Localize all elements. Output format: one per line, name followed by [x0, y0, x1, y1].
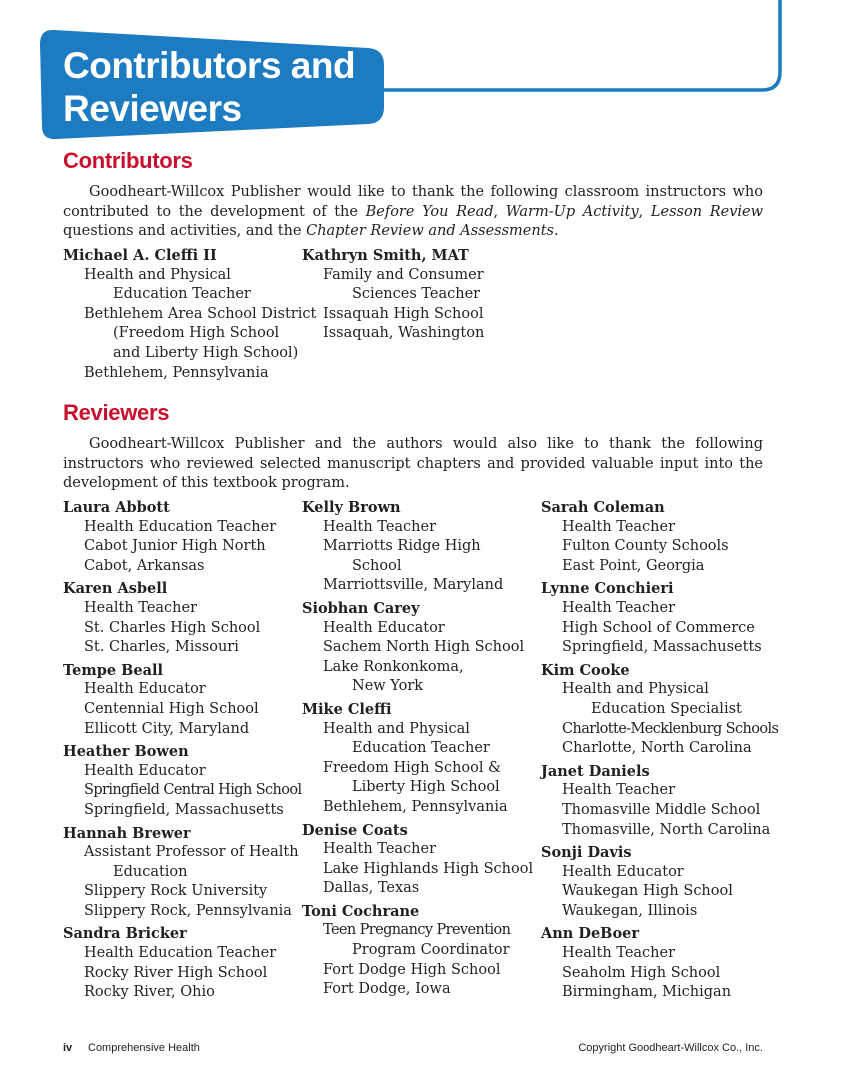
person-entry: [63, 924, 299, 1002]
person-detail-line: Health Educator: [323, 619, 445, 636]
person-detail-line: Program Coordinator: [352, 942, 510, 959]
person-name: Sarah Coleman: [541, 499, 665, 516]
person-detail-line: Health Teacher: [562, 599, 676, 616]
person-entry: [541, 843, 777, 921]
person-entry: [63, 824, 299, 922]
person-entry: [302, 902, 538, 1000]
person-detail-line: Teen Pregnancy Prevention: [323, 922, 511, 939]
person-entry: [541, 498, 777, 576]
page-footer: [63, 1042, 763, 1058]
person-detail-line: Seaholm High School: [562, 964, 721, 981]
person-detail-line: Education Teacher: [113, 286, 251, 303]
person-name: Siobhan Carey: [302, 599, 420, 617]
person-detail-line: Charlotte, North Carolina: [562, 740, 752, 757]
person-entry: [541, 579, 777, 657]
person-detail-line: Education Specialist: [591, 700, 742, 717]
person-detail-line: Health and Physical: [562, 681, 709, 698]
person-entry: [63, 742, 302, 820]
person-detail-line: Sciences Teacher: [352, 286, 481, 303]
person-detail-line: School: [352, 557, 402, 574]
person-detail-line: Birmingham, Michigan: [562, 984, 732, 1001]
person-detail-line: Bethlehem, Pennsylvania: [323, 798, 508, 815]
contributor-column-2: [302, 246, 538, 347]
person-detail-line: Bethlehem Area School District: [84, 305, 317, 322]
person-detail-line: Dallas, Texas: [323, 880, 420, 897]
person-entry: [302, 246, 538, 344]
person-detail-line: Health Teacher: [323, 518, 437, 535]
person-detail-line: Health Educator: [84, 681, 206, 698]
person-name: Kim Cooke: [541, 661, 630, 679]
person-detail-line: Health Teacher: [562, 782, 676, 799]
person-detail-line: Issaquah High School: [323, 305, 484, 322]
person-detail-line: (Freedom High School: [113, 325, 280, 342]
person-detail-line: Centennial High School: [84, 700, 259, 717]
person-detail-line: Health Education Teacher: [84, 518, 277, 535]
person-detail-line: Waukegan High School: [562, 883, 733, 900]
person-detail-line: Health Educator: [84, 762, 206, 779]
person-name: Kelly Brown: [302, 499, 401, 516]
person-detail-line: East Point, Georgia: [562, 557, 705, 574]
person-entry: [302, 599, 538, 697]
contributors-heading: Contributors: [63, 148, 193, 173]
person-detail-line: Marriotts Ridge High: [323, 538, 481, 555]
person-detail-line: Cabot, Arkansas: [84, 557, 205, 574]
person-detail-line: Springfield Central High School: [84, 782, 302, 799]
person-detail-line: Marriottsville, Maryland: [323, 577, 504, 594]
copyright: Copyright Goodheart-Willcox Co., Inc.: [578, 1042, 763, 1054]
person-detail-line: Health Teacher: [562, 945, 676, 962]
person-name: Laura Abbott: [63, 499, 170, 516]
page-title: Contributors and Reviewers: [63, 45, 356, 129]
person-detail-line: Fort Dodge High School: [323, 961, 501, 978]
person-detail-line: Thomasville, North Carolina: [562, 821, 771, 838]
person-detail-line: Health and Physical: [84, 266, 231, 283]
person-entry: [541, 762, 777, 840]
person-detail-line: Liberty High School: [352, 779, 500, 796]
person-detail-line: Slippery Rock, Pennsylvania: [84, 902, 292, 919]
person-detail-line: Health and Physical: [323, 720, 470, 737]
person-detail-line: Springfield, Massachusetts: [84, 801, 284, 818]
person-detail-line: Rocky River, Ohio: [84, 984, 215, 1001]
person-name: Toni Cochrane: [302, 902, 420, 920]
person-entry: [63, 579, 299, 657]
person-name: Denise Coats: [302, 821, 408, 839]
person-detail-line: Health Educator: [562, 863, 684, 880]
person-entry: [63, 246, 317, 383]
reviewer-column-1: [63, 498, 302, 1006]
person-name: Kathryn Smith, MAT: [302, 247, 469, 264]
person-detail-line: Freedom High School &: [323, 759, 502, 776]
person-detail-line: Sachem North High School: [323, 639, 525, 656]
person-entry: [63, 661, 299, 739]
person-detail-line: Health Teacher: [323, 841, 437, 858]
person-detail-line: and Liberty High School): [113, 344, 299, 361]
person-detail-line: Thomasville Middle School: [562, 801, 761, 818]
person-detail-line: Fulton County Schools: [562, 538, 729, 555]
person-detail-line: Ellicott City, Maryland: [84, 720, 250, 737]
person-name: Tempe Beall: [63, 661, 163, 679]
person-detail-line: Assistant Professor of Health: [84, 844, 299, 861]
person-detail-line: Cabot Junior High North: [84, 538, 266, 555]
person-name: Janet Daniels: [541, 762, 650, 780]
person-name: Karen Asbell: [63, 580, 168, 598]
person-detail-line: Health Teacher: [562, 518, 676, 535]
person-detail-line: Issaquah, Washington: [323, 325, 485, 342]
person-detail-line: New York: [352, 678, 424, 695]
person-name: Hannah Brewer: [63, 824, 191, 842]
person-detail-line: Rocky River High School: [84, 964, 268, 981]
page-number: iv: [63, 1042, 73, 1054]
person-name: Sandra Bricker: [63, 925, 187, 943]
reviewer-column-2: [302, 498, 538, 1003]
person-name: Heather Bowen: [63, 743, 189, 761]
person-detail-line: Fort Dodge, Iowa: [323, 981, 451, 998]
person-detail-line: Waukegan, Illinois: [562, 902, 698, 919]
reviewer-column-3: [541, 498, 777, 1006]
reviewers-intro: Goodheart-Willcox Publisher and the authors would also like to thank the following instructors who reviewed selected manuscript chapters and provided valuable input into the development of this textbook program.: [63, 436, 763, 491]
person-name: Sonji Davis: [541, 844, 632, 862]
person-entry: [541, 924, 777, 1002]
person-name: Lynne Conchieri: [541, 580, 674, 598]
person-name: Ann DeBoer: [541, 925, 639, 943]
person-detail-line: Family and Consumer: [323, 266, 484, 283]
person-detail-line: Charlotte-Mecklenburg Schools: [562, 720, 779, 737]
person-entry: [302, 700, 538, 818]
person-detail-line: Health Education Teacher: [84, 945, 277, 962]
person-entry: [63, 498, 299, 576]
person-detail-line: Health Teacher: [84, 599, 198, 616]
person-detail-line: High School of Commerce: [562, 619, 755, 636]
person-detail-line: St. Charles, Missouri: [84, 639, 239, 656]
contributor-column-1: [63, 246, 317, 386]
person-detail-line: Education Teacher: [352, 740, 490, 757]
person-entry: [541, 661, 777, 759]
book-title: Comprehensive Health: [88, 1042, 200, 1054]
person-detail-line: Lake Highlands High School: [323, 860, 534, 877]
person-entry: [302, 498, 538, 596]
person-detail-line: Education: [113, 863, 188, 880]
person-detail-line: St. Charles High School: [84, 619, 261, 636]
person-entry: [302, 821, 538, 899]
person-detail-line: Springfield, Massachusetts: [562, 639, 762, 656]
person-detail-line: Lake Ronkonkoma,: [323, 658, 464, 675]
contributors-intro: Goodheart-Willcox Publisher would like to thank the following classroom instructors who contributed to the development of the Before You Read, Warm-Up Activity, Lesson Review questions and activities, and the Chapter Review and Assessments.: [63, 184, 764, 239]
person-name: Michael A. Cleffi II: [63, 247, 217, 264]
person-detail-line: Bethlehem, Pennsylvania: [84, 364, 269, 381]
person-name: Mike Cleffi: [302, 700, 392, 718]
reviewers-heading: Reviewers: [63, 400, 170, 425]
person-detail-line: Slippery Rock University: [84, 883, 268, 900]
